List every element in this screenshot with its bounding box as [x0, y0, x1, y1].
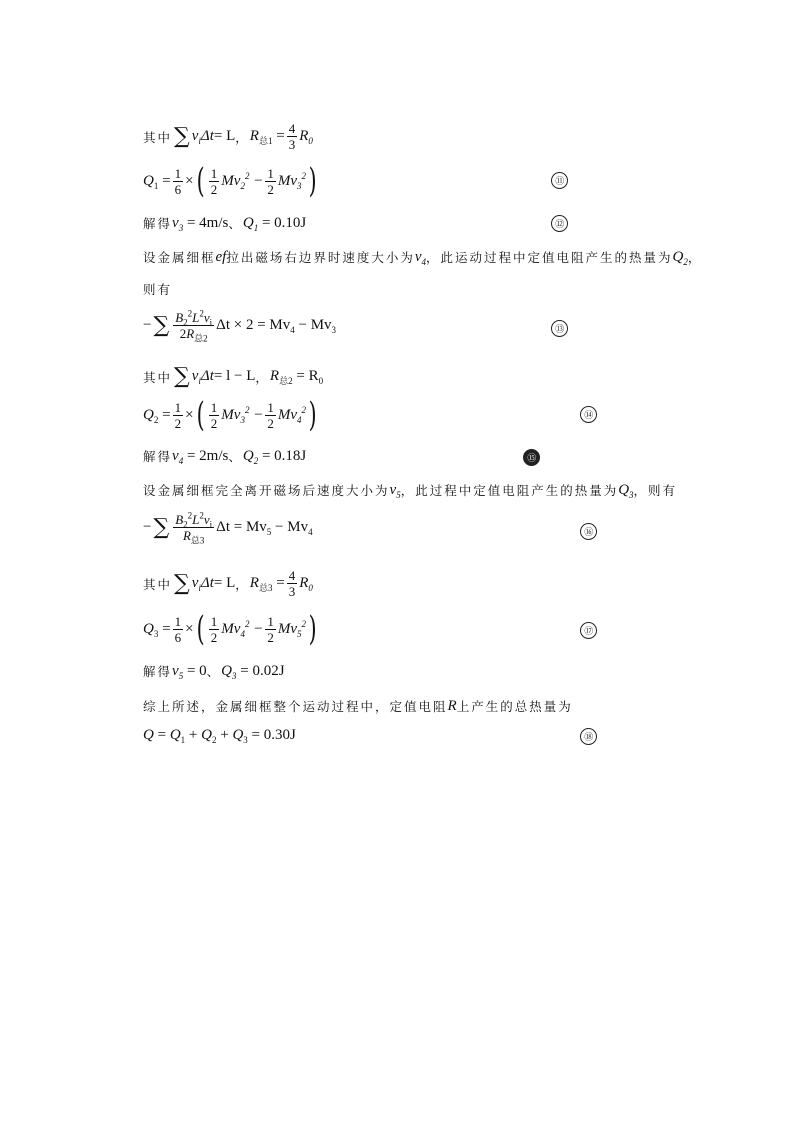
text-p4-end: ，	[687, 250, 703, 265]
math-R-total-2: $R_{总2} = R_0$	[269, 368, 324, 386]
fraction-1-2: $\frac{1}{2}$	[267, 165, 274, 197]
paren-left: (	[196, 161, 205, 201]
math-Q1-eq: $Q_1$ =	[143, 172, 171, 191]
text-where: 其中	[143, 369, 173, 385]
math-Mv5: $Mv_5^2$	[277, 618, 306, 639]
eq-line-solve-v5	[143, 662, 285, 680]
math-vi-dt: $v_i\Delta t$	[191, 575, 214, 593]
eq-line-sum-L-1	[143, 121, 313, 152]
eq-line-solve-v4	[143, 447, 306, 465]
eq-line-Q-total	[143, 727, 296, 744]
fraction-1-6: $\frac{1}{6}$	[174, 165, 182, 197]
text-comma: ，	[235, 576, 250, 592]
eq-line-momentum-3	[143, 510, 313, 546]
math-ef: ef	[215, 248, 227, 265]
math-v4: $v_4$	[172, 447, 184, 466]
text-p4-tail: ，此运动过程中定值电阻产生的热量为	[426, 250, 673, 265]
text-p4: 设金属细框	[143, 250, 216, 265]
math-Q1-value: = 0.10J	[261, 214, 307, 231]
math-Q2: $Q_2$	[242, 447, 259, 466]
text-full-tail: ，此过程中定值电阻产生的热量为	[400, 483, 619, 498]
paren-right: )	[308, 161, 317, 201]
math-dt-eq: $\Delta t = Mv_5 - Mv_4$	[216, 519, 313, 537]
sigma-symbol: ∑	[174, 364, 190, 389]
eq-marker-15: ⑮	[523, 449, 540, 466]
eq-marker-17: ⑰	[580, 622, 597, 639]
text-line-p4	[143, 248, 702, 266]
fraction-1-2: $\frac{1}{2}$	[210, 165, 218, 197]
math-Q2-value: = 0.18J	[261, 447, 307, 464]
paren-left: (	[196, 395, 205, 435]
math-Q3-eq: $Q_3$ =	[143, 620, 171, 639]
text-line-summary	[143, 697, 573, 715]
math-minus: −	[143, 317, 152, 333]
fraction-4-3: $\frac{4}{3}$	[288, 568, 296, 599]
text-comma: ，	[235, 129, 250, 145]
math-R-total-1: $R_{总1}$ =	[249, 128, 285, 146]
fraction-BLv-R: $\frac{B_2^2L^2v_i}{R_{总3}}$	[175, 510, 213, 546]
text-solve: 解得	[143, 449, 173, 464]
paren-right: )	[308, 609, 317, 649]
text-comma: ，	[255, 369, 270, 385]
math-Q2: $Q_2$	[672, 248, 688, 267]
math-Mv3: $Mv_3^2$	[277, 170, 306, 191]
fraction-1-2: $\frac{1}{2}$	[174, 399, 182, 431]
math-minus: −	[143, 519, 152, 535]
math-v4-value: = 2m/s	[186, 447, 229, 464]
fraction-1-2: $\frac{1}{2}$	[210, 399, 218, 431]
math-l-minus-L: = l − L	[213, 368, 256, 384]
math-Mv4: $Mv_4^2$ −	[221, 618, 264, 639]
eq-line-sum-L-3	[143, 568, 313, 599]
eq-marker-18: ⑱	[580, 728, 597, 745]
text-solve: 解得	[143, 664, 173, 679]
text-where: 其中	[143, 129, 173, 145]
text-summary-tail: 上产生的总热量为	[456, 699, 573, 714]
fraction-1-2: $\frac{1}{2}$	[267, 613, 274, 645]
paren-right: )	[308, 395, 317, 435]
math-R: R	[447, 697, 457, 714]
text-sep: 、	[228, 449, 243, 464]
text-line-then	[143, 280, 172, 298]
math-eq-L: = L	[213, 575, 236, 591]
fraction-1-2: $\frac{1}{2}$	[267, 399, 274, 431]
sigma-symbol: ∑	[174, 571, 190, 596]
math-Q3-value: = 0.02J	[240, 662, 285, 679]
text-then: 则有	[143, 282, 173, 297]
math-v3-value: = 4m/s	[186, 214, 229, 231]
math-R-total-3: $R_{总3}$ =	[249, 575, 285, 593]
math-times: ×	[185, 172, 194, 189]
text-full: 设金属细框完全离开磁场后速度大小为	[143, 483, 390, 498]
fraction-4-3: $\frac{4}{3}$	[288, 121, 296, 152]
math-v3: $v_3$	[172, 214, 184, 233]
math-Q2-eq: $Q_2$ =	[143, 406, 171, 425]
eq-line-Q2	[143, 395, 319, 435]
text-sep: 、	[206, 664, 222, 679]
eq-line-sum-lL	[143, 364, 323, 389]
text-where: 其中	[143, 576, 173, 592]
math-Q3: $Q_3$	[221, 662, 237, 681]
math-Q-sum: $Q = Q_1 + Q_2 + Q_3$	[143, 727, 248, 745]
eq-marker-12: ⑫	[551, 215, 568, 232]
math-Q-total: = 0.30J	[251, 727, 296, 743]
fraction-1-6: $\frac{1}{6}$	[174, 613, 182, 645]
sigma-symbol: ∑	[153, 313, 170, 338]
math-v5: $v_5$	[389, 481, 401, 500]
text-line-full	[143, 481, 677, 499]
math-Mv4: $Mv_4^2$	[277, 404, 306, 425]
math-dt-times2: $\Delta t \times 2 = Mv_4 - Mv_3$	[216, 317, 337, 335]
math-v5: $v_5$	[172, 662, 184, 681]
fraction-1-2: $\frac{1}{2}$	[210, 613, 218, 645]
math-Mv2: $Mv_2^2$ −	[221, 170, 264, 191]
eq-line-Q1	[143, 161, 319, 201]
eq-line-momentum-2	[143, 308, 337, 344]
sigma-symbol: ∑	[174, 124, 190, 149]
text-p4-mid: 拉出磁场右边界时速度大小为	[226, 250, 415, 265]
math-Q3: $Q_3$	[618, 481, 634, 500]
math-eq-L: = L	[213, 128, 236, 144]
text-sep: 、	[228, 216, 243, 231]
text-summary: 综上所述，金属细框整个运动过程中，定值电阻	[143, 699, 448, 714]
math-Q1: $Q_1$	[242, 214, 259, 233]
math-Mv3: $Mv_3^2$ −	[221, 404, 264, 425]
math-vi-dt: $v_i\Delta t$	[191, 128, 214, 146]
math-R0: $R_0$	[299, 128, 313, 146]
fraction-BLv-2R: $\frac{B_2^2L^2v_i}{2R_{总2}}$	[175, 308, 213, 344]
paren-left: (	[196, 609, 205, 649]
math-times: ×	[185, 406, 194, 423]
eq-marker-13: ⑬	[551, 320, 568, 337]
eq-marker-14: ⑭	[580, 406, 597, 423]
math-R0: $R_0$	[299, 575, 313, 593]
text-solve: 解得	[143, 216, 173, 231]
math-vi-dt: $v_i\Delta t$	[191, 368, 214, 386]
text-full-end: ，则有	[633, 483, 678, 498]
eq-line-solve-v3	[143, 214, 306, 232]
math-times: ×	[185, 620, 194, 637]
math-v4: $v_4$	[414, 248, 427, 267]
eq-marker-16: ⑯	[580, 523, 597, 540]
sigma-symbol: ∑	[153, 515, 170, 540]
eq-marker-11: ⑪	[551, 172, 568, 189]
eq-line-Q3	[143, 609, 319, 649]
math-v5-value: = 0	[186, 662, 207, 679]
